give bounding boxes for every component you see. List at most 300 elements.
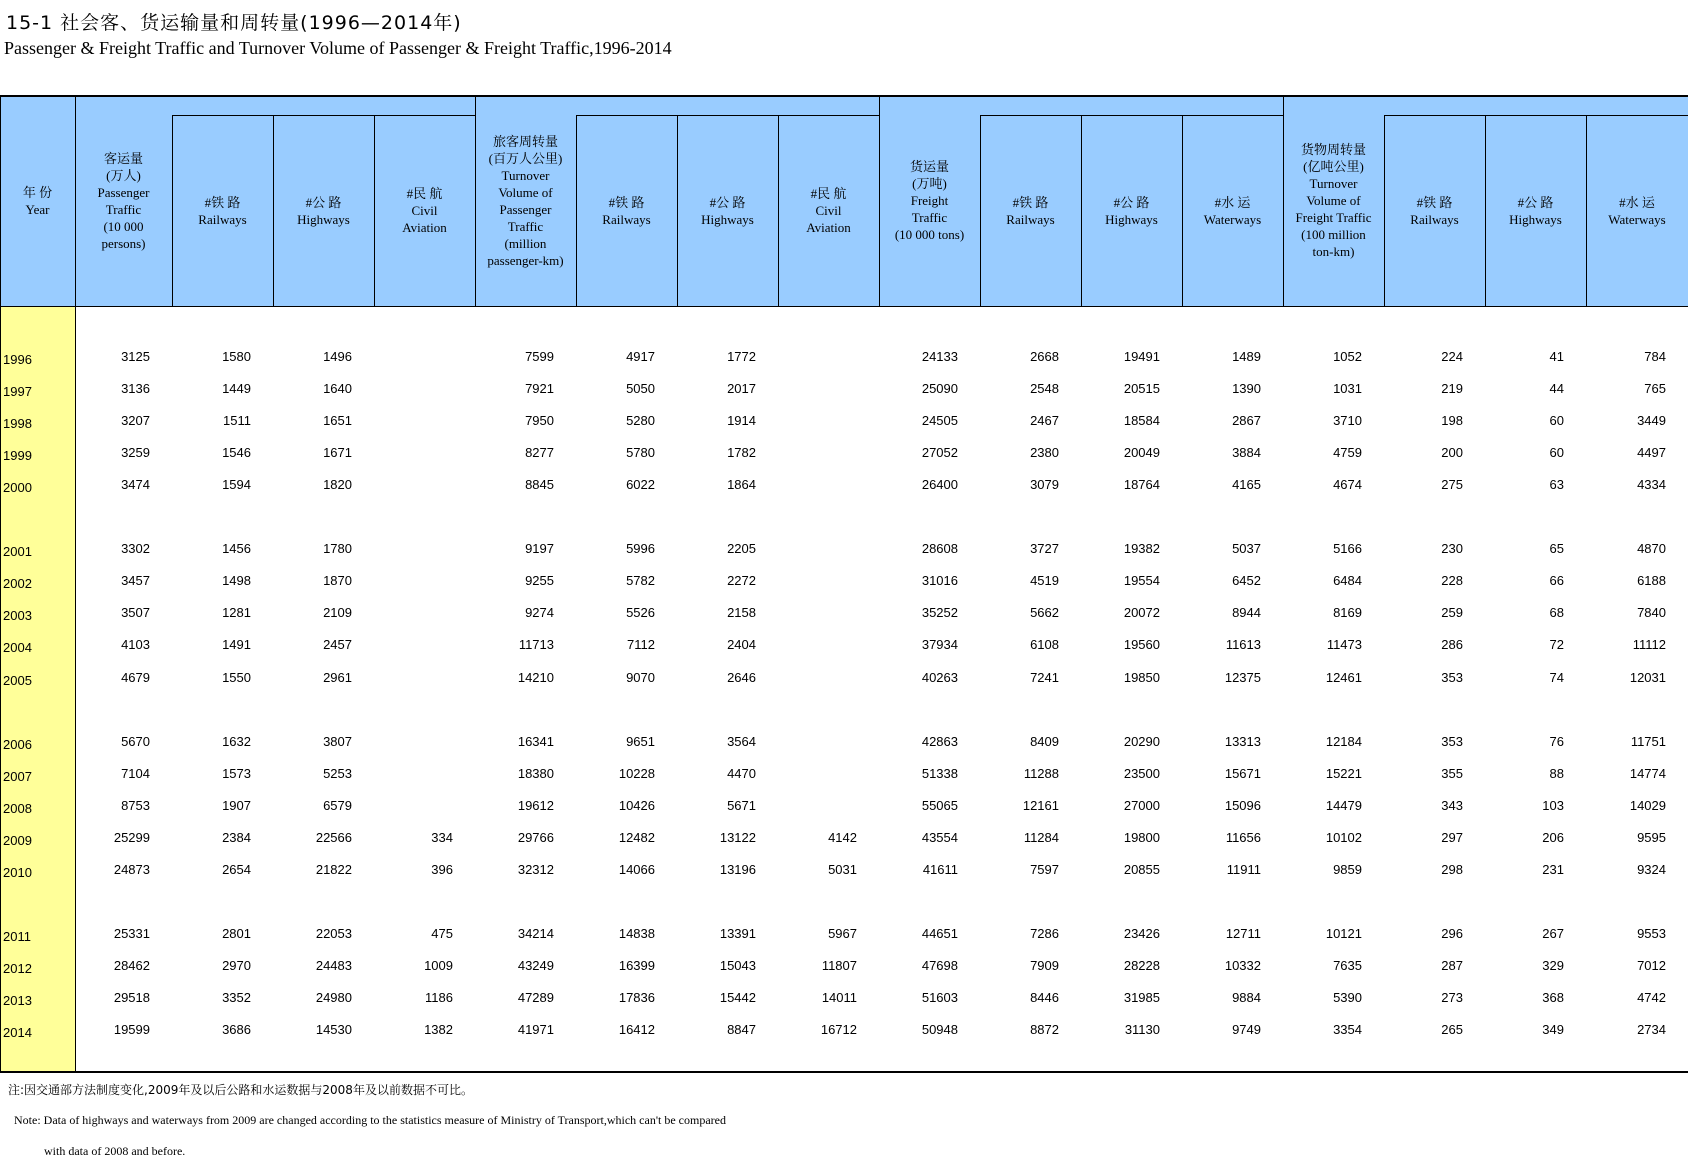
value-cell: 11112	[1632, 637, 1666, 653]
value-cell: 15221	[1325, 765, 1362, 781]
value-cell: 8277	[525, 445, 554, 461]
value-cell: 1632	[222, 733, 251, 749]
value-cell: 19599	[113, 1022, 150, 1038]
value-cell: 8169	[1333, 605, 1362, 621]
value-cell: 7635	[1333, 957, 1362, 973]
value-cell: 8845	[525, 477, 554, 493]
value-cell: 1907	[222, 797, 251, 813]
value-cell: 11284	[1023, 829, 1059, 845]
column-header-ftv-highways	[1485, 115, 1586, 306]
header-line: #民 航	[810, 186, 847, 201]
value-cell: 3302	[121, 541, 150, 557]
header-line: #水 运	[1214, 194, 1251, 210]
value-cell: 51603	[921, 990, 958, 1005]
value-cell: 27000	[1123, 797, 1160, 813]
value-cell: 259	[1441, 605, 1463, 621]
column-header-ptv-highways	[677, 115, 778, 306]
value-cell: 287	[1441, 957, 1463, 973]
value-cell: 224	[1441, 349, 1463, 364]
value-cell: 2272	[727, 573, 756, 589]
value-cell: 22566	[315, 829, 352, 845]
value-cell: 2548	[1030, 381, 1059, 397]
value-cell: 22053	[315, 925, 352, 941]
value-cell: 12031	[1629, 669, 1666, 685]
value-cell: 19560	[1123, 637, 1160, 653]
value-cell: 41611	[922, 861, 958, 877]
value-cell: 7840	[1637, 605, 1666, 621]
value-cell: 51338	[921, 765, 958, 781]
header-line: (万人)	[106, 167, 141, 183]
column-header-ftv-railways	[1384, 115, 1485, 306]
value-cell: 13122	[719, 829, 756, 845]
column-header-ftv-waterways	[1586, 115, 1688, 306]
column-header-pt-railways	[172, 115, 273, 306]
value-cell: 11613	[1225, 637, 1261, 653]
value-cell: 6484	[1333, 573, 1362, 589]
value-cell: 8872	[1030, 1022, 1059, 1038]
year-cell: 2014	[3, 1025, 32, 1041]
value-cell: 19800	[1123, 829, 1160, 845]
footnote-cn: 注:因交通部方法制度变化,2009年及以后公路和水运数据与2008年及以前数据不可比。	[8, 1083, 473, 1097]
value-cell: 16341	[517, 733, 554, 749]
value-cell: 47289	[517, 990, 554, 1005]
value-cell: 25331	[113, 925, 150, 941]
value-cell: 63	[1549, 477, 1564, 493]
header-line: Aviation	[402, 220, 447, 235]
value-cell: 10426	[618, 797, 655, 813]
year-cell: 2006	[3, 736, 32, 752]
value-cell: 1186	[425, 990, 453, 1005]
value-cell: 43249	[517, 957, 554, 973]
value-cell: 65	[1549, 541, 1564, 557]
value-cell: 4165	[1232, 477, 1261, 493]
value-cell: 68	[1549, 605, 1564, 621]
value-cell: 4917	[626, 349, 655, 364]
value-cell: 206	[1542, 829, 1564, 845]
value-cell: 43554	[921, 829, 958, 845]
value-cell: 13391	[719, 925, 756, 941]
value-cell: 21822	[315, 861, 352, 877]
value-cell: 297	[1441, 829, 1463, 845]
value-cell: 7012	[1637, 957, 1666, 973]
value-cell: 37934	[921, 637, 958, 653]
year-cell: 1997	[3, 384, 32, 400]
value-cell: 9749	[1232, 1022, 1261, 1038]
year-cell: 2008	[3, 800, 32, 816]
top-border	[0, 95, 1688, 97]
header-line: Volume of	[498, 184, 553, 200]
value-cell: 12375	[1224, 669, 1261, 685]
value-cell: 7921	[525, 381, 554, 397]
year-cell: 2012	[3, 960, 32, 976]
column-header-ft-railways	[980, 115, 1081, 306]
header-line: 货物周转量	[1300, 142, 1366, 157]
header-line: Turnover	[1309, 176, 1358, 191]
year-cell: 2003	[3, 608, 32, 624]
value-cell: 7599	[525, 349, 554, 364]
value-cell: 14210	[517, 669, 554, 685]
column-header-ft-waterways	[1182, 115, 1283, 306]
header-line: #铁 路	[608, 194, 645, 210]
column-header-year	[0, 95, 75, 306]
value-cell: 24873	[113, 861, 150, 877]
header-line: Railways	[198, 211, 247, 227]
value-cell: 1780	[323, 541, 352, 557]
value-cell: 6108	[1030, 637, 1059, 653]
year-cell: 2002	[3, 576, 32, 592]
value-cell: 3354	[1333, 1022, 1362, 1038]
value-cell: 1546	[222, 445, 251, 461]
value-cell: 1281	[222, 605, 251, 621]
value-cell: 198	[1441, 413, 1463, 429]
value-cell: 2158	[727, 605, 756, 621]
value-cell: 9884	[1232, 990, 1261, 1005]
value-cell: 231	[1542, 861, 1564, 877]
value-cell: 1651	[323, 413, 352, 429]
value-cell: 8944	[1232, 605, 1261, 621]
header-line: #铁 路	[1416, 194, 1453, 210]
value-cell: 2404	[727, 637, 756, 653]
header-line: Traffic	[105, 201, 142, 217]
value-cell: 10228	[618, 765, 655, 781]
value-cell: 20290	[1123, 733, 1160, 749]
header-line: Passenger	[499, 201, 552, 217]
value-cell: 3125	[121, 349, 150, 364]
value-cell: 3259	[121, 445, 150, 461]
header-line: Waterways	[1203, 211, 1262, 227]
header-line: Highways	[297, 211, 350, 227]
value-cell: 5166	[1333, 541, 1362, 557]
value-cell: 29518	[113, 990, 150, 1005]
header-line: #公 路	[709, 194, 746, 210]
value-cell: 17836	[618, 990, 655, 1005]
value-cell: 1820	[323, 477, 352, 493]
value-cell: 4519	[1030, 573, 1059, 589]
header-line: 旅客周转量	[492, 133, 558, 149]
value-cell: 8847	[727, 1022, 756, 1038]
value-cell: 103	[1542, 797, 1564, 813]
header-line: persons)	[101, 235, 146, 251]
value-cell: 15671	[1224, 765, 1261, 781]
value-cell: 7286	[1030, 925, 1059, 941]
value-cell: 9255	[525, 573, 554, 589]
value-cell: 9070	[626, 669, 655, 685]
value-cell: 26400	[921, 477, 958, 493]
value-cell: 20049	[1123, 445, 1160, 461]
value-cell: 10121	[1325, 925, 1362, 941]
value-cell: 1031	[1333, 381, 1362, 397]
value-cell: 19554	[1123, 573, 1160, 589]
value-cell: 11911	[1226, 861, 1261, 877]
header-line: #铁 路	[1012, 194, 1049, 210]
value-cell: 5671	[727, 797, 756, 813]
value-cell: 25090	[921, 381, 958, 397]
header-line: (10 000	[103, 218, 144, 234]
value-cell: 7909	[1030, 957, 1059, 973]
value-cell: 11656	[1225, 829, 1261, 845]
value-cell: 1870	[323, 573, 352, 589]
value-cell: 5037	[1232, 541, 1261, 557]
header-line: Aviation	[806, 220, 851, 235]
value-cell: 2668	[1030, 349, 1059, 364]
value-cell: 1511	[223, 413, 251, 429]
value-cell: 60	[1549, 445, 1564, 461]
value-cell: 19382	[1123, 541, 1160, 557]
year-cell: 1998	[3, 416, 32, 432]
year-cell: 2004	[3, 640, 32, 656]
value-cell: 10332	[1224, 957, 1261, 973]
value-cell: 1914	[727, 413, 756, 429]
value-cell: 28608	[921, 541, 958, 557]
value-cell: 74	[1549, 669, 1564, 685]
value-cell: 3474	[121, 477, 150, 493]
header-line: #公 路	[1517, 194, 1554, 210]
value-cell: 15442	[719, 990, 756, 1005]
header-line: Railways	[602, 211, 651, 227]
value-cell: 15096	[1224, 797, 1261, 813]
value-cell: 2970	[222, 957, 251, 973]
value-cell: 9324	[1637, 861, 1666, 877]
value-cell: 9197	[525, 541, 554, 557]
value-cell: 3457	[121, 573, 150, 589]
value-cell: 42863	[921, 733, 958, 749]
value-cell: 5050	[626, 381, 655, 397]
value-cell: 32312	[517, 861, 554, 877]
value-cell: 2646	[727, 669, 756, 685]
value-cell: 228	[1441, 573, 1463, 589]
value-cell: 329	[1542, 957, 1564, 973]
value-cell: 13313	[1224, 733, 1261, 749]
value-cell: 8753	[121, 797, 150, 813]
value-cell: 355	[1441, 765, 1463, 781]
value-cell: 14029	[1629, 797, 1666, 813]
value-cell: 1489	[1232, 349, 1261, 364]
value-cell: 5780	[626, 445, 655, 461]
header-line: (万吨)	[912, 176, 947, 191]
value-cell: 12482	[618, 829, 655, 845]
value-cell: 3807	[323, 733, 352, 749]
header-line: (million	[504, 235, 547, 251]
header-line: Turnover	[501, 167, 550, 183]
value-cell: 4679	[121, 669, 150, 685]
header-line: ton-km)	[1312, 244, 1355, 259]
value-cell: 9595	[1637, 829, 1666, 845]
value-cell: 12161	[1022, 797, 1059, 813]
header-line: #民 航	[406, 186, 443, 201]
value-cell: 343	[1441, 797, 1463, 813]
value-cell: 5390	[1333, 990, 1362, 1005]
header-line: Traffic	[911, 210, 948, 225]
value-cell: 47698	[921, 957, 958, 973]
value-cell: 20072	[1123, 605, 1160, 621]
value-cell: 72	[1549, 637, 1564, 653]
value-cell: 41971	[517, 1022, 554, 1038]
value-cell: 24980	[315, 990, 352, 1005]
header-line: #水 运	[1619, 194, 1655, 210]
value-cell: 2467	[1030, 413, 1059, 429]
value-cell: 8446	[1030, 990, 1059, 1005]
value-cell: 18764	[1123, 477, 1160, 493]
column-header-ptv-civil-aviation	[778, 115, 879, 306]
column-header-passenger-traffic	[75, 95, 172, 306]
header-line: Highways	[1509, 211, 1562, 227]
header-line: (100 million	[1301, 227, 1366, 242]
value-cell: 19491	[1123, 349, 1160, 364]
value-cell: 3207	[121, 413, 150, 429]
value-cell: 20515	[1123, 381, 1160, 397]
value-cell: 11751	[1630, 733, 1666, 749]
value-cell: 275	[1441, 477, 1463, 493]
footnote-en-line1: Note: Data of highways and waterways from 2009 are changed according to the statistics measure of Ministry of Transport,which can't be compared	[14, 1113, 726, 1127]
year-cell: 2000	[3, 480, 32, 496]
value-cell: 11473	[1326, 637, 1362, 653]
value-cell: 14011	[821, 990, 857, 1005]
value-cell: 4870	[1637, 541, 1666, 557]
header-line: Civil	[411, 203, 438, 218]
header-line: Traffic	[507, 218, 544, 234]
value-cell: 35252	[921, 605, 958, 621]
value-cell: 19612	[517, 797, 554, 813]
value-cell: 5280	[626, 413, 655, 429]
value-cell: 2734	[1637, 1022, 1666, 1038]
value-cell: 2109	[323, 605, 352, 621]
header-line: #公 路	[305, 194, 342, 210]
value-cell: 267	[1542, 925, 1564, 941]
value-cell: 334	[431, 829, 453, 845]
header-line: Freight Traffic	[1295, 210, 1372, 225]
value-cell: 7597	[1030, 861, 1059, 877]
year-cell: 2001	[3, 544, 32, 560]
header-line: #公 路	[1113, 194, 1150, 210]
header-line: Passenger	[97, 184, 150, 200]
value-cell: 1491	[222, 637, 251, 653]
value-cell: 55065	[921, 797, 958, 813]
value-cell: 4742	[1637, 990, 1666, 1005]
value-cell: 11713	[518, 637, 554, 653]
year-cell: 2013	[3, 993, 32, 1008]
value-cell: 16399	[618, 957, 655, 973]
value-cell: 1580	[222, 349, 251, 364]
value-cell: 2205	[727, 541, 756, 557]
value-cell: 60	[1549, 413, 1564, 429]
value-cell: 9859	[1333, 861, 1362, 877]
value-cell: 31016	[921, 573, 958, 589]
value-cell: 14774	[1629, 765, 1666, 781]
column-header-ptv-railways	[576, 115, 677, 306]
footnote-en-line2: with data of 2008 and before.	[44, 1144, 186, 1158]
value-cell: 3352	[222, 990, 251, 1005]
value-cell: 1550	[222, 669, 251, 685]
value-cell: 9553	[1637, 925, 1666, 941]
value-cell: 40263	[921, 669, 958, 685]
value-cell: 265	[1441, 1022, 1463, 1038]
column-header-freight-traffic	[879, 95, 980, 306]
value-cell: 3686	[222, 1022, 251, 1038]
header-line: passenger-km)	[487, 252, 564, 268]
column-header-freight-turnover	[1283, 95, 1384, 306]
header-line: Railways	[1410, 211, 1459, 227]
value-cell: 7104	[121, 765, 150, 781]
header-line: (10 000 tons)	[894, 227, 965, 242]
value-cell: 18584	[1123, 413, 1160, 429]
value-cell: 25299	[113, 829, 150, 845]
value-cell: 1671	[323, 445, 352, 461]
value-cell: 5662	[1030, 605, 1059, 621]
value-cell: 475	[431, 925, 453, 941]
value-cell: 2867	[1232, 413, 1261, 429]
value-cell: 1573	[222, 765, 251, 781]
data-table	[0, 95, 1688, 1072]
value-cell: 4103	[121, 637, 150, 653]
value-cell: 31130	[1124, 1022, 1160, 1038]
value-cell: 3564	[727, 733, 756, 749]
value-cell: 4497	[1637, 445, 1666, 461]
value-cell: 44	[1549, 381, 1564, 397]
value-cell: 14479	[1325, 797, 1362, 813]
value-cell: 14066	[618, 861, 655, 877]
value-cell: 27052	[921, 445, 958, 461]
value-cell: 6188	[1637, 573, 1666, 589]
value-cell: 5526	[626, 605, 655, 621]
value-cell: 19850	[1123, 669, 1160, 685]
value-cell: 9274	[525, 605, 554, 621]
table-title-en: Passenger & Freight Traffic and Turnover Volume of Passenger & Freight Traffic,1996-2014	[4, 38, 672, 58]
value-cell: 3727	[1030, 541, 1059, 557]
value-cell: 11288	[1023, 765, 1059, 781]
header-line: (百万人公里)	[488, 150, 563, 166]
value-cell: 50948	[921, 1022, 958, 1038]
header-bottom-border	[0, 306, 1688, 307]
header-line: 年 份	[22, 184, 53, 200]
header-line: (亿吨公里)	[1303, 159, 1364, 174]
header-line: Freight	[910, 193, 949, 208]
value-cell: 29766	[517, 829, 554, 845]
value-cell: 2654	[222, 861, 251, 877]
header-line: Highways	[701, 211, 754, 227]
year-cell: 1996	[3, 352, 32, 367]
value-cell: 12184	[1325, 733, 1362, 749]
value-cell: 41	[1549, 349, 1564, 364]
value-cell: 286	[1441, 637, 1463, 653]
value-cell: 76	[1549, 733, 1564, 749]
value-cell: 6022	[626, 477, 655, 493]
value-cell: 1782	[727, 445, 756, 461]
value-cell: 1382	[424, 1022, 453, 1038]
header-line: 货运量	[909, 159, 949, 174]
value-cell: 5253	[323, 765, 352, 781]
header-line: 客运量	[103, 150, 143, 166]
value-cell: 3449	[1637, 413, 1666, 429]
column-header-ft-highways	[1081, 115, 1182, 306]
value-cell: 5670	[121, 733, 150, 749]
value-cell: 1449	[222, 381, 251, 397]
value-cell: 1009	[424, 957, 453, 973]
value-cell: 3136	[121, 381, 150, 397]
value-cell: 368	[1542, 990, 1564, 1005]
value-cell: 784	[1644, 349, 1666, 364]
value-cell: 11807	[821, 957, 857, 973]
value-cell: 24483	[315, 957, 352, 973]
value-cell: 219	[1441, 381, 1463, 397]
column-header-passenger-turnover	[475, 95, 576, 306]
value-cell: 7950	[525, 413, 554, 429]
header-line: Waterways	[1608, 211, 1666, 227]
value-cell: 15043	[719, 957, 756, 973]
value-cell: 1594	[222, 477, 251, 493]
value-cell: 353	[1441, 669, 1463, 685]
value-cell: 24505	[921, 413, 958, 429]
bottom-border	[0, 1071, 1688, 1073]
